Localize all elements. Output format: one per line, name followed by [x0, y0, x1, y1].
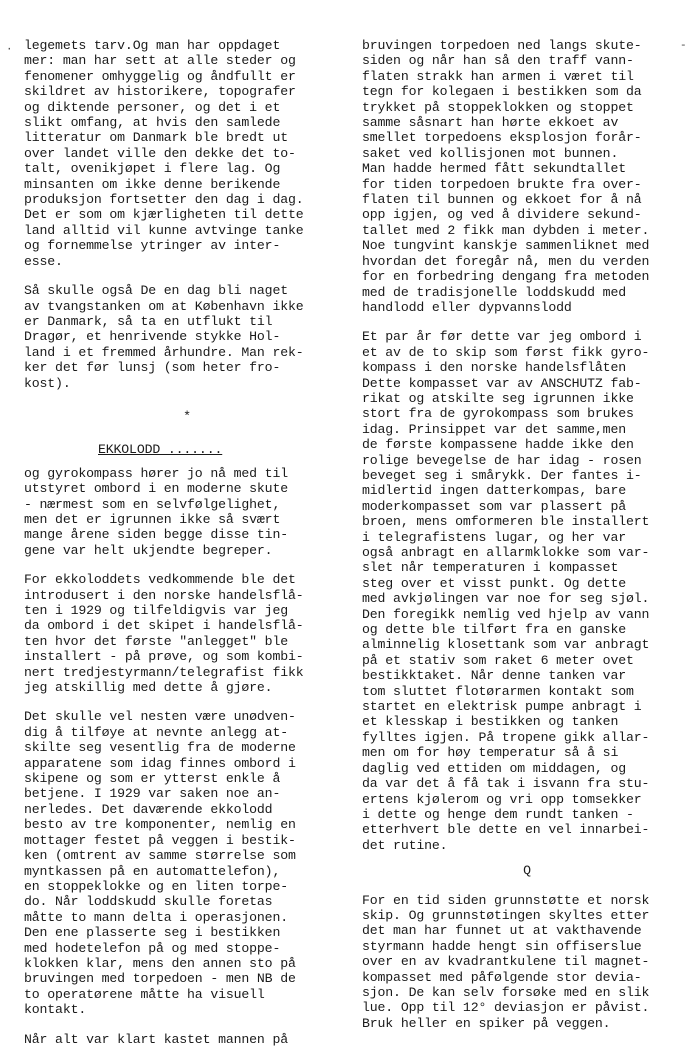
paragraph-denmark-literature: legemets tarv.Og man har oppdaget mer: man har sett at alle steder og fenomener omhyggelig og åndfullt er skildret av historikere, topografer og diktende personer, og det i et slikt omfang, at hvis den samlede litteratur om Danmark ble bredt ut over landet ville den dekke det to- talt, ovenikjøpet i flere lag. Og minsanten om ikke denne berikende produksjon fortsetter den dag i dag. Det er som om kjærligheten til dette land alltid vil kunne avtvinge tanke og fornemmelse ytringer av inter- esse. — [24, 38, 304, 269]
paragraph-1929-installation: For ekkoloddets vedkommende ble det introdusert i den norske handelsflå- ten i 1929 og tilfeldigvis var jeg da ombord i det skipet i handelsflå- ten hvor det første "anlegget" ble installert - på prøve, og som kombi- nert tredjestyrmann/telegrafist fikk jeg atskillig med dette å gjøre. — [24, 572, 304, 696]
paragraph-grounding: For en tid siden grunnstøtte et norsk skip. Og grunnstøtingen skyltes etter det man har funnet ut at vakthavende styrmann hadde hengt sin offiserslue over en av kvadrantkulene til magnet- kompasset med påfølgende stor devia- sjon. De kan selv forsøke med en slik lue. Opp til 12° deviasjon er påvist. Bruk heller en spiker på veggen. — [362, 892, 650, 1031]
margin-dash: - — [680, 40, 687, 52]
paragraph-continuation: Når alt var klart kastet mannen på — [24, 1031, 288, 1047]
left-column — [24, 38, 350, 1047]
section-heading: EKKOLODD ....... — [98, 442, 223, 458]
paragraph-dragor: Så skulle også De en dag bli naget av tvangstanken om at København ikke er Danmark, så ta en utflukt til Dragør, et henrivende stykke Hol- land i et fremmed århundre. Man rek- ker det før lunsj (som heter fro- kost). — [24, 283, 304, 391]
paragraph-components: Det skulle vel nesten være unødven- dig å tilføye at nevnte anlegg at- skilte seg vesentlig fra de moderne apparatene som idag finnes ombord i skipene og som er ytterst enkle å betjene. I 1929 var saken noe an- nerledes. Det daværende ekkolodd besto av tre komponenter, nemlig en mottager festet på veggen i bestik- ken (omtrent av samme størrelse som myntkassen på en automattelefon), en stoppeklokke og en liten torpe- do. Når loddskudd skulle foretas måtte to mann delta i operasjonen. Den ene plasserte seg i bestikken med hodetelefon på og med stoppe- klokken klar, mens den annen sto på bruvingen med torpedoen - men NB de to operatørene måtte ha visuell kontakt. — [24, 709, 296, 1018]
paragraph-torpedo-method: bruvingen torpedoen ned langs skute- siden og når han så den traff vann- flaten strakk han armen i været til tegn for kolegaen i bestikken som da trykket på stoppeklokken og stoppet samme såsnart han hørte ekkoet av smellet torpedoens eksplosjon forår- saket ved kollisjonen mot bunnen. Man hadde hermed fått sekundtallet for tiden torpedoen brukte fra over- flaten til bunnen og ekkoet for å nå opp igjen, og ved å dividere sekund- tallet med 2 fikk man dybden i meter. Noe tungvint kanskje sammenliknet med hvordan det foregår nå, men du verden for en forbedring dengang fra metoden med de tradisjonelle loddskudd med handlodd eller dypvannslodd — [362, 38, 650, 315]
paragraph-gyrocompass: Et par år før dette var jeg ombord i et av de to skip som først fikk gyro- kompass i den norske handelsflåten Dette kompasset var av ANSCHUTZ fab- rikat og atskilte seg igrunnen ikke stort fra de gyrokompass som brukes idag. Prinsippet var det samme,men de første kompassene hadde ikke den rolige bevegelse de har idag - rosen beveget seg i smårykk. Der fantes i- midlertid ingen datterkompas, bare moderkompasset som var plassert på broen, mens omformeren ble installert i telegrafistens lugar, og her var også anbragt en allarmklokke som var- slet når temperaturen i kompasset steg over et visst punkt. Og dette med avkjølingen var noe for seg sjøl. Den foregikk nemlig ved hjelp av vann og dette ble tilført fra en ganske alminnelig klosettank som var anbragt på et stativ som raket 6 meter ovet bestikktaket. Når denne tanken var tom sluttet flotørarmen kontakt som startet en elektrisk pumpe anbragt i et klesskap i bestikken og tanken fylltes igjen. På tropene gikk allar- men om for høy temperatur så å si daglig ved ettiden om middagen, og da var det å få tak i isvann fra stu- ertens kjølerom og vri opp tomsekker i dette og henge dem rundt tanken - etterhvert ble dette en vel innarbei- det rutine. — [362, 329, 650, 853]
section-separator-q: Q — [523, 863, 531, 879]
right-column — [362, 38, 692, 1031]
margin-dot: · — [6, 44, 13, 56]
paragraph-intro-echo-sounder: og gyrokompass hører jo nå med til utstyret ombord i en moderne skute - nærmest som en selvfølgelighet, men det er igrunnen ikke så svært mange årene siden begge disse tin- gene var helt ukjendte begreper. — [24, 465, 288, 558]
section-separator: * — [183, 408, 191, 424]
